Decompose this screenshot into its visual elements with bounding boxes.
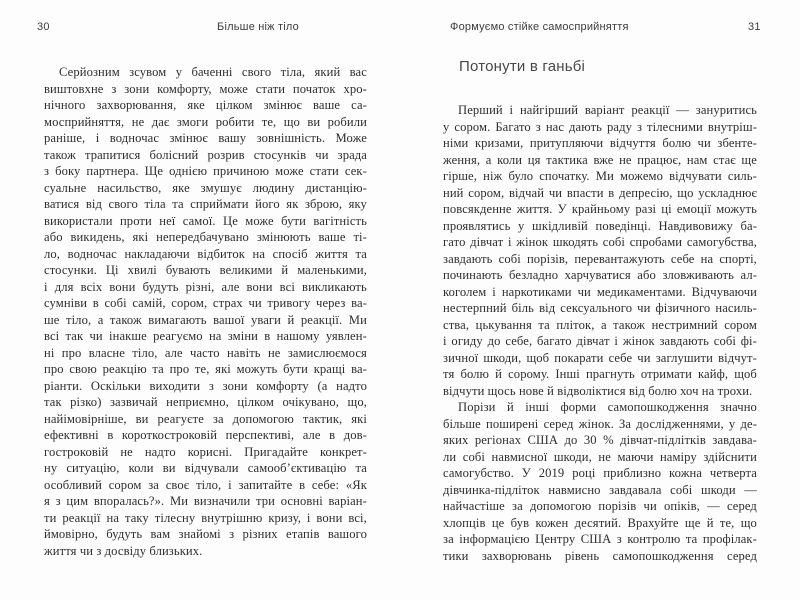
text-line: хлопців це був кожен десятий. Врахуйте ще й те, що	[443, 515, 757, 530]
text-line: ймовірно, будуть вам знайомі з різних етапів вашого	[44, 527, 367, 541]
text-line: ства, цькування та пліток, а також нестримний сором	[443, 317, 757, 332]
text-line: ну ситуацію, коли ви відчували самооб’єктивацію та	[44, 461, 367, 475]
text-line: дівчинка-підліток навмисно завдавала собі шкоди —	[443, 482, 757, 497]
text-line: так різко) зазвичай неприємно, цілком очікувано, що,	[44, 395, 367, 409]
text-line: також трапитися болісний розрив стосунків чи зрада	[44, 147, 367, 162]
section-heading: Потонути в ганьбі	[459, 58, 586, 75]
left-page-body	[44, 64, 367, 559]
text-line: всі так чи інакше реагуємо на зміни в нашому уявлен-	[44, 329, 367, 343]
right-page-body	[443, 102, 757, 564]
right-page-text-column	[443, 58, 757, 564]
text-line: ефективні в короткостроковій перспективі, але в дов-	[44, 428, 367, 442]
running-header	[0, 21, 800, 37]
text-line: ватися від свого тіла та сприймати його як зброю, яку	[44, 197, 367, 211]
left-running-title: Більше ніж тіло	[217, 21, 299, 33]
text-line: найімовірніше, ви реагуєте за допомогою тактик, які	[44, 411, 367, 426]
text-line: Серйозним зсувом у баченні свого тіла, який вас	[59, 65, 367, 79]
left-page-number: 30	[37, 21, 50, 33]
text-line: ли собі навмисної шкоди, не маючи наміру здійснити	[443, 449, 757, 464]
text-line: проявлятись у шкідливій поведінці. Навдивовижу ба-	[443, 218, 757, 233]
text-line: і огиду до себе, багато дівчат і жінок завдають собі фі-	[443, 334, 757, 348]
text-line: ження, а коли ця тактика вже не працює, нам стає ще	[443, 152, 757, 167]
text-line: я з цим впоралась?». Ми визначили три основні варіан-	[44, 494, 367, 508]
text-line: виштовхне з зони комфорту, може стати початок хро-	[44, 81, 367, 96]
text-line: найчастіше за допомогою порізів чи опіків, — серед	[443, 499, 757, 513]
text-line: Перший і найгірший варіант реакції — зануритись	[458, 103, 757, 117]
text-line: використали проти неї самої. Це може бути вагітність	[44, 213, 367, 228]
text-line: у сором. Багато з нас дають раду з тілесними внутріш-	[443, 119, 757, 134]
text-line: сумніви в собі самій, сором, страх чи тривогу через ва-	[44, 296, 367, 310]
text-line: починають безладно харчуватися або зловживають ал-	[443, 268, 757, 282]
text-line: гостроковій не надто корисні. Пригадайте конкрет-	[44, 444, 367, 459]
text-line: завдають собі порізів, перевантажують себе на спорті,	[443, 251, 757, 266]
text-line: життя чи з досвіду близьких.	[44, 543, 203, 558]
text-line: зичної шкоди, щоб покарати себе чи заглушити відчут-	[443, 350, 757, 365]
text-line: ний сором, відчай чи впасти в депресію, що ускладнює	[443, 185, 757, 200]
text-line: нестерпний біль від сексуального чи фізичного насиль-	[443, 301, 757, 315]
text-line: ло, водночас накладаючи відбиток на спосіб життя та	[44, 246, 367, 261]
text-line: коголем і наркотиками чи медикаментами. Відчуваючи	[443, 284, 757, 299]
text-line: повсякденне життя. У крайньому разі ці емоції можуть	[443, 202, 757, 216]
text-line: нічного захворювання, яке цілком змінює ваше са-	[44, 98, 367, 112]
text-line: за інформацією Центру США з контролю та профілак-	[443, 532, 757, 546]
text-line: особливий сором за своє тіло, і запитайте в себе: «Як	[44, 477, 367, 492]
right-running-title: Формуємо стійке самосприйняття	[450, 21, 629, 33]
text-line: раніше, і водночас змінює вашу зовнішність. Може	[44, 131, 367, 145]
text-line: з боку партнера. Ще однією причиною може стати сек-	[44, 164, 367, 178]
text-line: німи кризами, притупляючи відчуття болю чи збенте-	[443, 136, 757, 150]
text-line: гато дівчат і жінок шкодять собі спробами самогубства,	[443, 235, 757, 249]
text-line: про свою реакцію та про те, які можуть бути кращі ва-	[44, 362, 367, 376]
text-line: більше поширені серед жінок. За дослідженнями, у де-	[443, 416, 757, 431]
text-line: ше тіло, а також вимагають вашої уваги й реакції. Ми	[44, 312, 367, 327]
text-line: самогубство. У 2019 році приблизно кожна четверта	[443, 466, 757, 480]
text-line: ріанти. Оскільки виходити з зони комфорту (а надто	[44, 378, 367, 393]
text-line: гірше, ніж було спочатку. Ми можемо відчувати силь-	[443, 169, 757, 183]
text-line: і для всіх вони будуть різні, але вони всі викликають	[44, 279, 367, 294]
text-line: відчути щось нове й відволіктися від болю хоч на трохи.	[443, 383, 753, 398]
text-line: тики захворювань рівень самопошкодження серед	[443, 548, 757, 563]
text-line: мосприйняття, не дає змоги робити те, що ви робили	[44, 114, 367, 129]
text-line: або викидень, які непередбачувано змінюють ваше ті-	[44, 230, 367, 244]
text-line: стосунки. Ці хвилі бувають великими й маленькими,	[44, 263, 367, 277]
left-page-text-column	[44, 64, 367, 559]
text-line: ні про власне тіло, але часто навіть не замислюємося	[44, 345, 367, 360]
right-page-number: 31	[748, 21, 761, 33]
text-line: суальне насильство, яке змушує людину дистанцію-	[44, 180, 367, 195]
text-line: яких регіонах США до 30 % дівчат-підлітків завдава-	[443, 433, 757, 447]
text-line: ти реакції на таку тілесну внутрішню кризу, і вони всі,	[44, 510, 367, 525]
text-line: тя болю й сорому. Інші прагнуть отримати кайф, щоб	[443, 367, 757, 381]
text-line: Порізи й інші форми самопошкодження значно	[458, 400, 757, 414]
